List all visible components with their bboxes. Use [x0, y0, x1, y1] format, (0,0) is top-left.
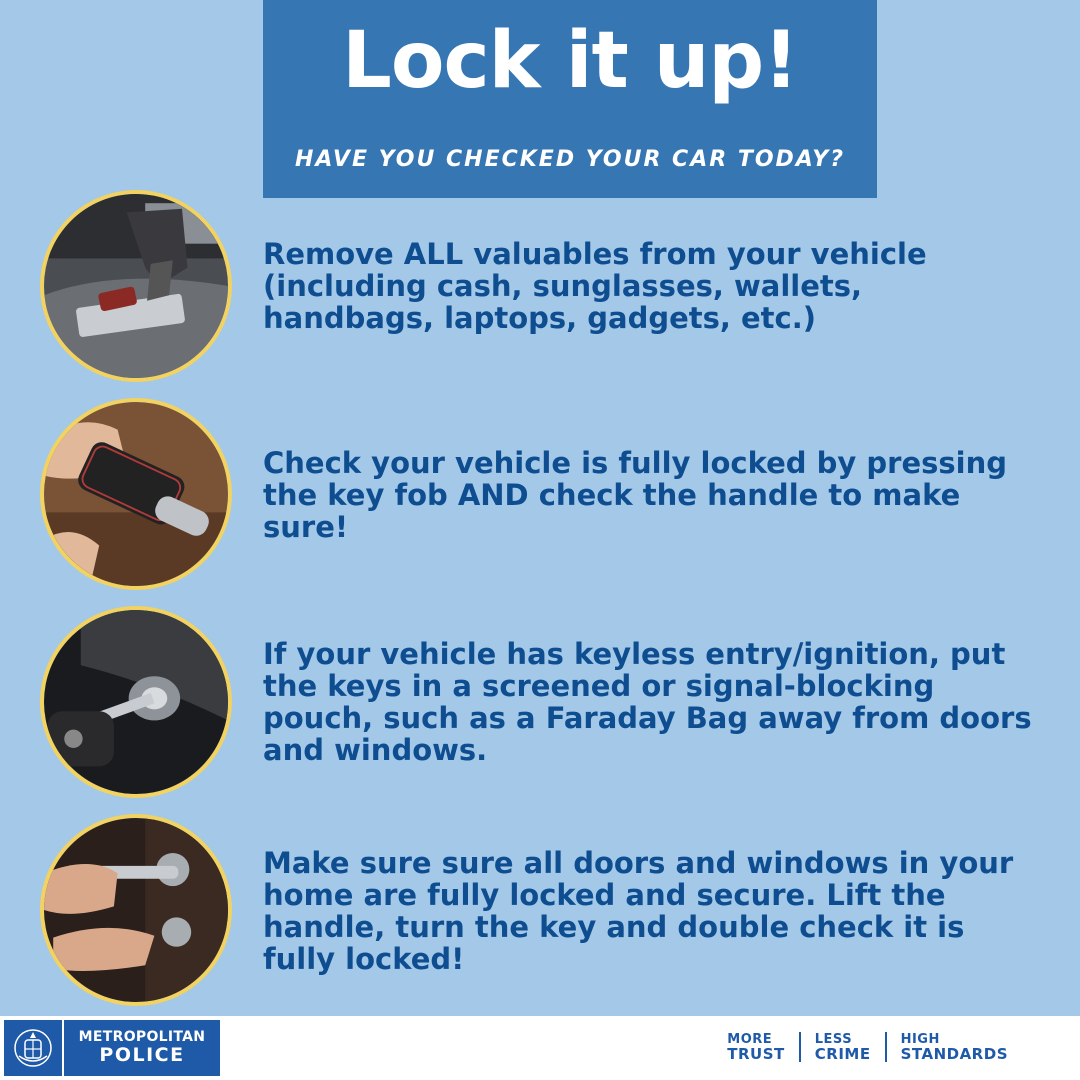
key-fob-pouch-photo — [40, 398, 232, 590]
slogan-less-crime: LESS CRIME — [799, 1032, 885, 1062]
header-banner — [263, 0, 877, 198]
crest-icon — [4, 1020, 64, 1076]
tip-text-1: Remove ALL valuables from your vehicle (including cash, sunglasses, wallets, handbags, laptops, gadgets, etc.) — [263, 237, 927, 335]
logo-line-2: POLICE — [99, 1044, 185, 1067]
footer — [0, 1016, 1080, 1080]
metropolitan-police-logo — [4, 1020, 220, 1076]
door-lock-photo — [40, 814, 232, 1006]
car-theft-photo — [40, 190, 232, 382]
slogans — [727, 1032, 1022, 1062]
page-title: Lock it up! — [342, 16, 798, 106]
slogan-more-trust: MORE TRUST — [727, 1032, 785, 1063]
logo-line-1: METROPOLITAN — [78, 1029, 206, 1046]
car-key-lock-photo — [40, 606, 232, 798]
page-subtitle: HAVE YOU CHECKED YOUR CAR TODAY? — [294, 147, 845, 172]
tip-text-4: Make sure sure all doors and windows in your home are fully locked and secure. Lift the handle, turn the key and double check it is fully locked! — [263, 846, 1014, 976]
tip-text-3: If your vehicle has keyless entry/ignition, put the keys in a screened or signal-blocking pouch, such as a Faraday Bag away from doors and windows. — [263, 637, 1032, 767]
slogan-high-standards: HIGH STANDARDS — [885, 1032, 1022, 1062]
tip-text-2: Check your vehicle is fully locked by pressing the key fob AND check the handle to make sure! — [263, 446, 1007, 544]
